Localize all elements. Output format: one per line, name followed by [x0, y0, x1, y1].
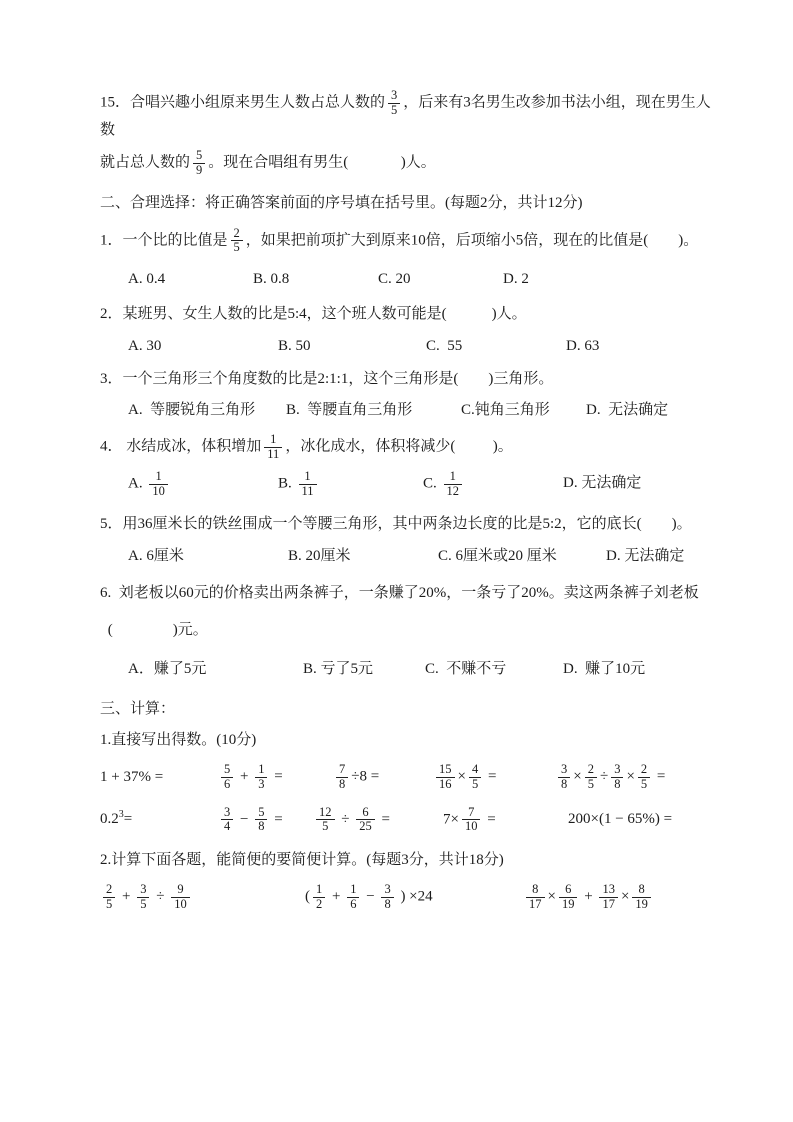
- fraction-denominator: 8: [561, 776, 568, 791]
- fraction: [221, 806, 233, 835]
- text-segment: ，后来有3名男生改参加书法小组，现在男生人数: [100, 94, 711, 138]
- fraction-denominator: 10: [464, 819, 478, 834]
- fraction-numerator: 3: [221, 806, 233, 821]
- fraction-denominator: 8: [614, 776, 621, 791]
- fraction: [585, 763, 597, 792]
- calc-expression-1-2: [218, 762, 333, 793]
- text-segment: =: [270, 768, 283, 785]
- q5-stem: [100, 513, 723, 536]
- text-segment: ，如果把前项扩大到原来10倍，后项缩小5倍，现在的比值是( )。: [245, 232, 699, 249]
- fraction-numerator: 7: [336, 763, 348, 778]
- fraction-numerator: 13: [599, 883, 618, 898]
- fraction: [299, 470, 317, 499]
- q2-option-a: A. 30: [128, 337, 162, 354]
- fraction-numerator: 9: [171, 883, 190, 898]
- fraction-denominator: 4: [224, 819, 231, 834]
- calc-expression-2-1: [100, 808, 218, 831]
- calc-expression-1-5: [555, 762, 723, 793]
- fraction-denominator: 5: [322, 819, 329, 834]
- text-segment: =: [123, 811, 133, 828]
- fraction: [469, 763, 481, 792]
- text-segment: =: [377, 811, 390, 828]
- fraction-denominator: 12: [446, 483, 460, 498]
- text-segment: 5．用36厘米长的铁丝围成一个等腰三角形，其中两条边长度的比是5:2，它的底长( )。: [100, 516, 692, 533]
- q4-options: [128, 469, 723, 500]
- text-segment: +: [118, 888, 135, 905]
- q6-option-d: D. 赚了10元: [563, 661, 646, 678]
- q3-option-b: B. 等腰直角三角形: [286, 402, 413, 418]
- text-segment: 1．一个比的比值是: [100, 232, 228, 249]
- question-15-line1: [100, 88, 723, 142]
- fraction-denominator: 16: [439, 776, 452, 791]
- text-segment: ×: [547, 888, 556, 905]
- fraction: [171, 883, 190, 912]
- fraction-denominator: 3: [258, 776, 265, 791]
- q3-options: [128, 399, 723, 422]
- text-segment: ×: [457, 768, 466, 785]
- fraction: [632, 883, 651, 912]
- text-segment: B.: [278, 475, 296, 492]
- calc-expression-2-5: [568, 808, 723, 831]
- fraction: [611, 763, 623, 792]
- calc-expression-3-3: [523, 882, 723, 913]
- q1-option-d: D. 2: [503, 271, 529, 287]
- text-segment: 。现在合唱组有男生( )人。: [208, 154, 436, 171]
- q6-option-a: A．赚了5元: [128, 661, 207, 678]
- calc-expression-2-3: [313, 805, 443, 836]
- fraction-numerator: 4: [469, 763, 481, 778]
- q2-option-d: D. 63: [566, 337, 600, 354]
- q1-option-c: C. 20: [378, 271, 411, 287]
- text-segment: −: [362, 888, 379, 905]
- fraction: [462, 806, 481, 835]
- q1-stem: [100, 226, 723, 257]
- calc-row-3: [100, 882, 723, 913]
- fraction-numerator: 5: [255, 806, 267, 821]
- text-segment: ×: [573, 768, 582, 785]
- q6-option-c: C. 不赚不亏: [425, 661, 507, 678]
- fraction-numerator: 3: [137, 883, 149, 898]
- fraction-denominator: 2: [316, 897, 323, 911]
- text-segment: +: [328, 888, 345, 905]
- calc-row-1: [100, 762, 723, 793]
- calc-expression-1-1: [100, 766, 218, 789]
- fraction: [559, 883, 578, 912]
- fraction: [231, 227, 243, 256]
- fraction: [264, 433, 282, 462]
- fraction: [255, 806, 267, 835]
- fraction-numerator: 2: [585, 763, 597, 778]
- fraction: [599, 883, 618, 912]
- fraction-denominator: 8: [258, 819, 265, 834]
- text-segment: (: [305, 888, 310, 905]
- q1-options: [128, 268, 723, 291]
- fraction-denominator: 5: [471, 776, 479, 791]
- fraction-numerator: 2: [103, 883, 115, 898]
- fraction-numerator: 6: [356, 806, 375, 821]
- section2-title: 二、合理选择：将正确答案前面的序号填在括号里。(每题2分，共计12分): [100, 195, 583, 212]
- text-segment: 3．一个三角形三个角度数的比是2:1:1，这个三角形是( )三角形。: [100, 370, 554, 387]
- fraction-denominator: 19: [561, 897, 575, 911]
- q3-stem: [100, 368, 723, 391]
- fraction-numerator: 15: [436, 763, 455, 778]
- text-segment: =: [484, 768, 497, 785]
- text-segment: 1 + 37% =: [100, 768, 164, 785]
- calc-part1-title: 1.直接写出得数。(10分): [100, 731, 257, 748]
- q3-option-c: C.钝角三角形: [461, 402, 550, 418]
- text-segment: 0.2: [100, 811, 119, 828]
- q1-option-b: B. 0.8: [253, 271, 290, 287]
- fraction-numerator: 8: [526, 883, 545, 898]
- fraction: [336, 763, 348, 792]
- calc-expression-3-2: [305, 882, 523, 913]
- calc-expression-3-1: [100, 882, 305, 913]
- fraction-numerator: 1: [149, 470, 168, 485]
- fraction-numerator: 6: [559, 883, 578, 898]
- text-segment: =: [483, 811, 496, 828]
- text-segment: ÷: [337, 811, 354, 828]
- section3-title: 三、计算：: [100, 700, 176, 717]
- fraction: [526, 883, 545, 912]
- q5-option-c: C. 6厘米或20 厘米: [438, 547, 557, 564]
- calc-part2-title: 2.计算下面各题，能简便的要简便计算。(每题3分，共计18分): [100, 852, 504, 868]
- fraction-numerator: 2: [638, 763, 650, 778]
- q2-options: [128, 335, 723, 358]
- text-segment: 2．某班男、女生人数的比是5:4，这个班人数可能是( )人。: [100, 306, 527, 323]
- text-segment: ÷: [152, 888, 169, 905]
- fraction-denominator: 17: [529, 897, 542, 911]
- q6-option-b: B. 亏了5元: [303, 661, 374, 678]
- fraction: [347, 883, 359, 912]
- text-segment: +: [580, 888, 597, 905]
- q4-option-c: [423, 469, 563, 500]
- text-segment: 就占总人数的: [100, 154, 191, 171]
- fraction-denominator: 6: [350, 897, 357, 911]
- fraction-numerator: 5: [221, 763, 233, 778]
- text-segment: =: [653, 768, 666, 785]
- text-segment: D. 无法确定: [563, 475, 642, 492]
- fraction-denominator: 5: [587, 776, 594, 791]
- q2-option-b: B. 50: [278, 337, 311, 354]
- fraction: [255, 763, 267, 792]
- fraction: [558, 763, 570, 792]
- fraction-numerator: 1: [264, 433, 282, 448]
- text-segment: ×: [626, 768, 635, 785]
- q5-option-a: A. 6厘米: [128, 547, 184, 564]
- fraction: [356, 806, 375, 835]
- q2-option-c: C. 55: [426, 337, 463, 354]
- q3-option-a: A. 等腰锐角三角形: [128, 402, 256, 418]
- superscript: 3: [118, 809, 124, 821]
- fraction: [436, 763, 455, 792]
- text-segment: 7×: [443, 811, 459, 828]
- fraction-denominator: 11: [267, 447, 280, 461]
- text-segment: +: [236, 768, 253, 785]
- q5-option-b: B. 20厘米: [288, 547, 351, 564]
- q4-option-a: [128, 469, 278, 500]
- q5-option-d: D. 无法确定: [606, 547, 685, 564]
- text-segment: ( )元。: [104, 622, 208, 638]
- q3-option-d: D. 无法确定: [586, 402, 669, 418]
- fraction-denominator: 9: [196, 162, 203, 177]
- calc-row-2: [100, 805, 723, 836]
- fraction: [193, 149, 205, 178]
- fraction: [381, 883, 393, 912]
- fraction-denominator: 19: [635, 897, 648, 911]
- calc-expression-2-4: [443, 805, 568, 836]
- fraction-denominator: 5: [140, 897, 147, 911]
- fraction-denominator: 5: [640, 776, 648, 791]
- fraction-numerator: 3: [381, 883, 393, 898]
- calc-expression-1-4: [433, 762, 555, 793]
- q5-options: [128, 545, 723, 568]
- fraction-denominator: 5: [106, 897, 113, 911]
- fraction-denominator: 17: [602, 897, 615, 911]
- calc-expression-2-2: [218, 805, 313, 836]
- fraction-numerator: 1: [444, 470, 463, 485]
- text-segment: ×: [620, 888, 630, 905]
- fraction-numerator: 1: [299, 470, 317, 485]
- q4-stem: [100, 432, 723, 463]
- fraction-numerator: 3: [558, 763, 570, 778]
- fraction: [388, 89, 400, 118]
- fraction-numerator: 5: [193, 149, 205, 164]
- fraction: [313, 883, 325, 912]
- fraction-numerator: 1: [313, 883, 325, 898]
- fraction: [444, 470, 463, 499]
- fraction-numerator: 12: [316, 806, 335, 821]
- fraction-denominator: 10: [152, 483, 165, 498]
- text-segment: 200×(1 − 65%) =: [568, 811, 673, 828]
- fraction-denominator: 8: [339, 776, 346, 791]
- q6-options: [128, 658, 723, 681]
- fraction-numerator: 8: [632, 883, 651, 898]
- fraction-denominator: 5: [391, 102, 398, 117]
- text-segment: 15．合唱兴趣小组原来男生人数占总人数的: [100, 94, 386, 111]
- text-segment: C.: [423, 475, 441, 492]
- fraction-denominator: 6: [224, 776, 231, 791]
- fraction-numerator: 1: [347, 883, 359, 898]
- text-segment: ÷8 =: [351, 768, 380, 785]
- text-segment: =: [270, 811, 283, 828]
- q4-option-b: [278, 469, 423, 500]
- fraction-denominator: 11: [301, 483, 314, 498]
- text-segment: 4． 水结成冰，体积增加: [100, 438, 262, 455]
- fraction: [103, 883, 115, 912]
- text-segment: ÷: [599, 768, 609, 785]
- fraction-denominator: 8: [384, 897, 391, 911]
- q1-option-a: A. 0.4: [128, 271, 166, 287]
- fraction-denominator: 5: [233, 240, 240, 255]
- fraction: [221, 763, 233, 792]
- q2-stem: [100, 303, 723, 326]
- question-15-line2: [100, 148, 723, 179]
- text-segment: ，冰化成水，体积将减少( )。: [285, 438, 513, 455]
- fraction-numerator: 3: [388, 89, 400, 104]
- q6-stem-line2: [100, 619, 723, 642]
- fraction: [149, 470, 168, 499]
- text-segment: A.: [128, 475, 147, 492]
- fraction-numerator: 2: [231, 227, 243, 242]
- fraction-denominator: 10: [174, 897, 187, 911]
- text-segment: ) ×24: [396, 888, 433, 905]
- calc-expression-1-3: [333, 762, 433, 793]
- fraction: [137, 883, 149, 912]
- text-segment: −: [236, 811, 253, 828]
- fraction-numerator: 7: [462, 806, 481, 821]
- fraction-numerator: 1: [255, 763, 267, 778]
- fraction-numerator: 3: [611, 763, 623, 778]
- fraction: [638, 763, 650, 792]
- q4-option-d: [563, 472, 723, 495]
- q6-stem-line1: [100, 582, 723, 605]
- fraction: [316, 806, 335, 835]
- fraction-denominator: 25: [359, 819, 372, 834]
- text-segment: 6. 刘老板以60元的价格卖出两条裤子，一条赚了20%，一条亏了20%。卖这两条裤子刘老板: [100, 584, 699, 601]
